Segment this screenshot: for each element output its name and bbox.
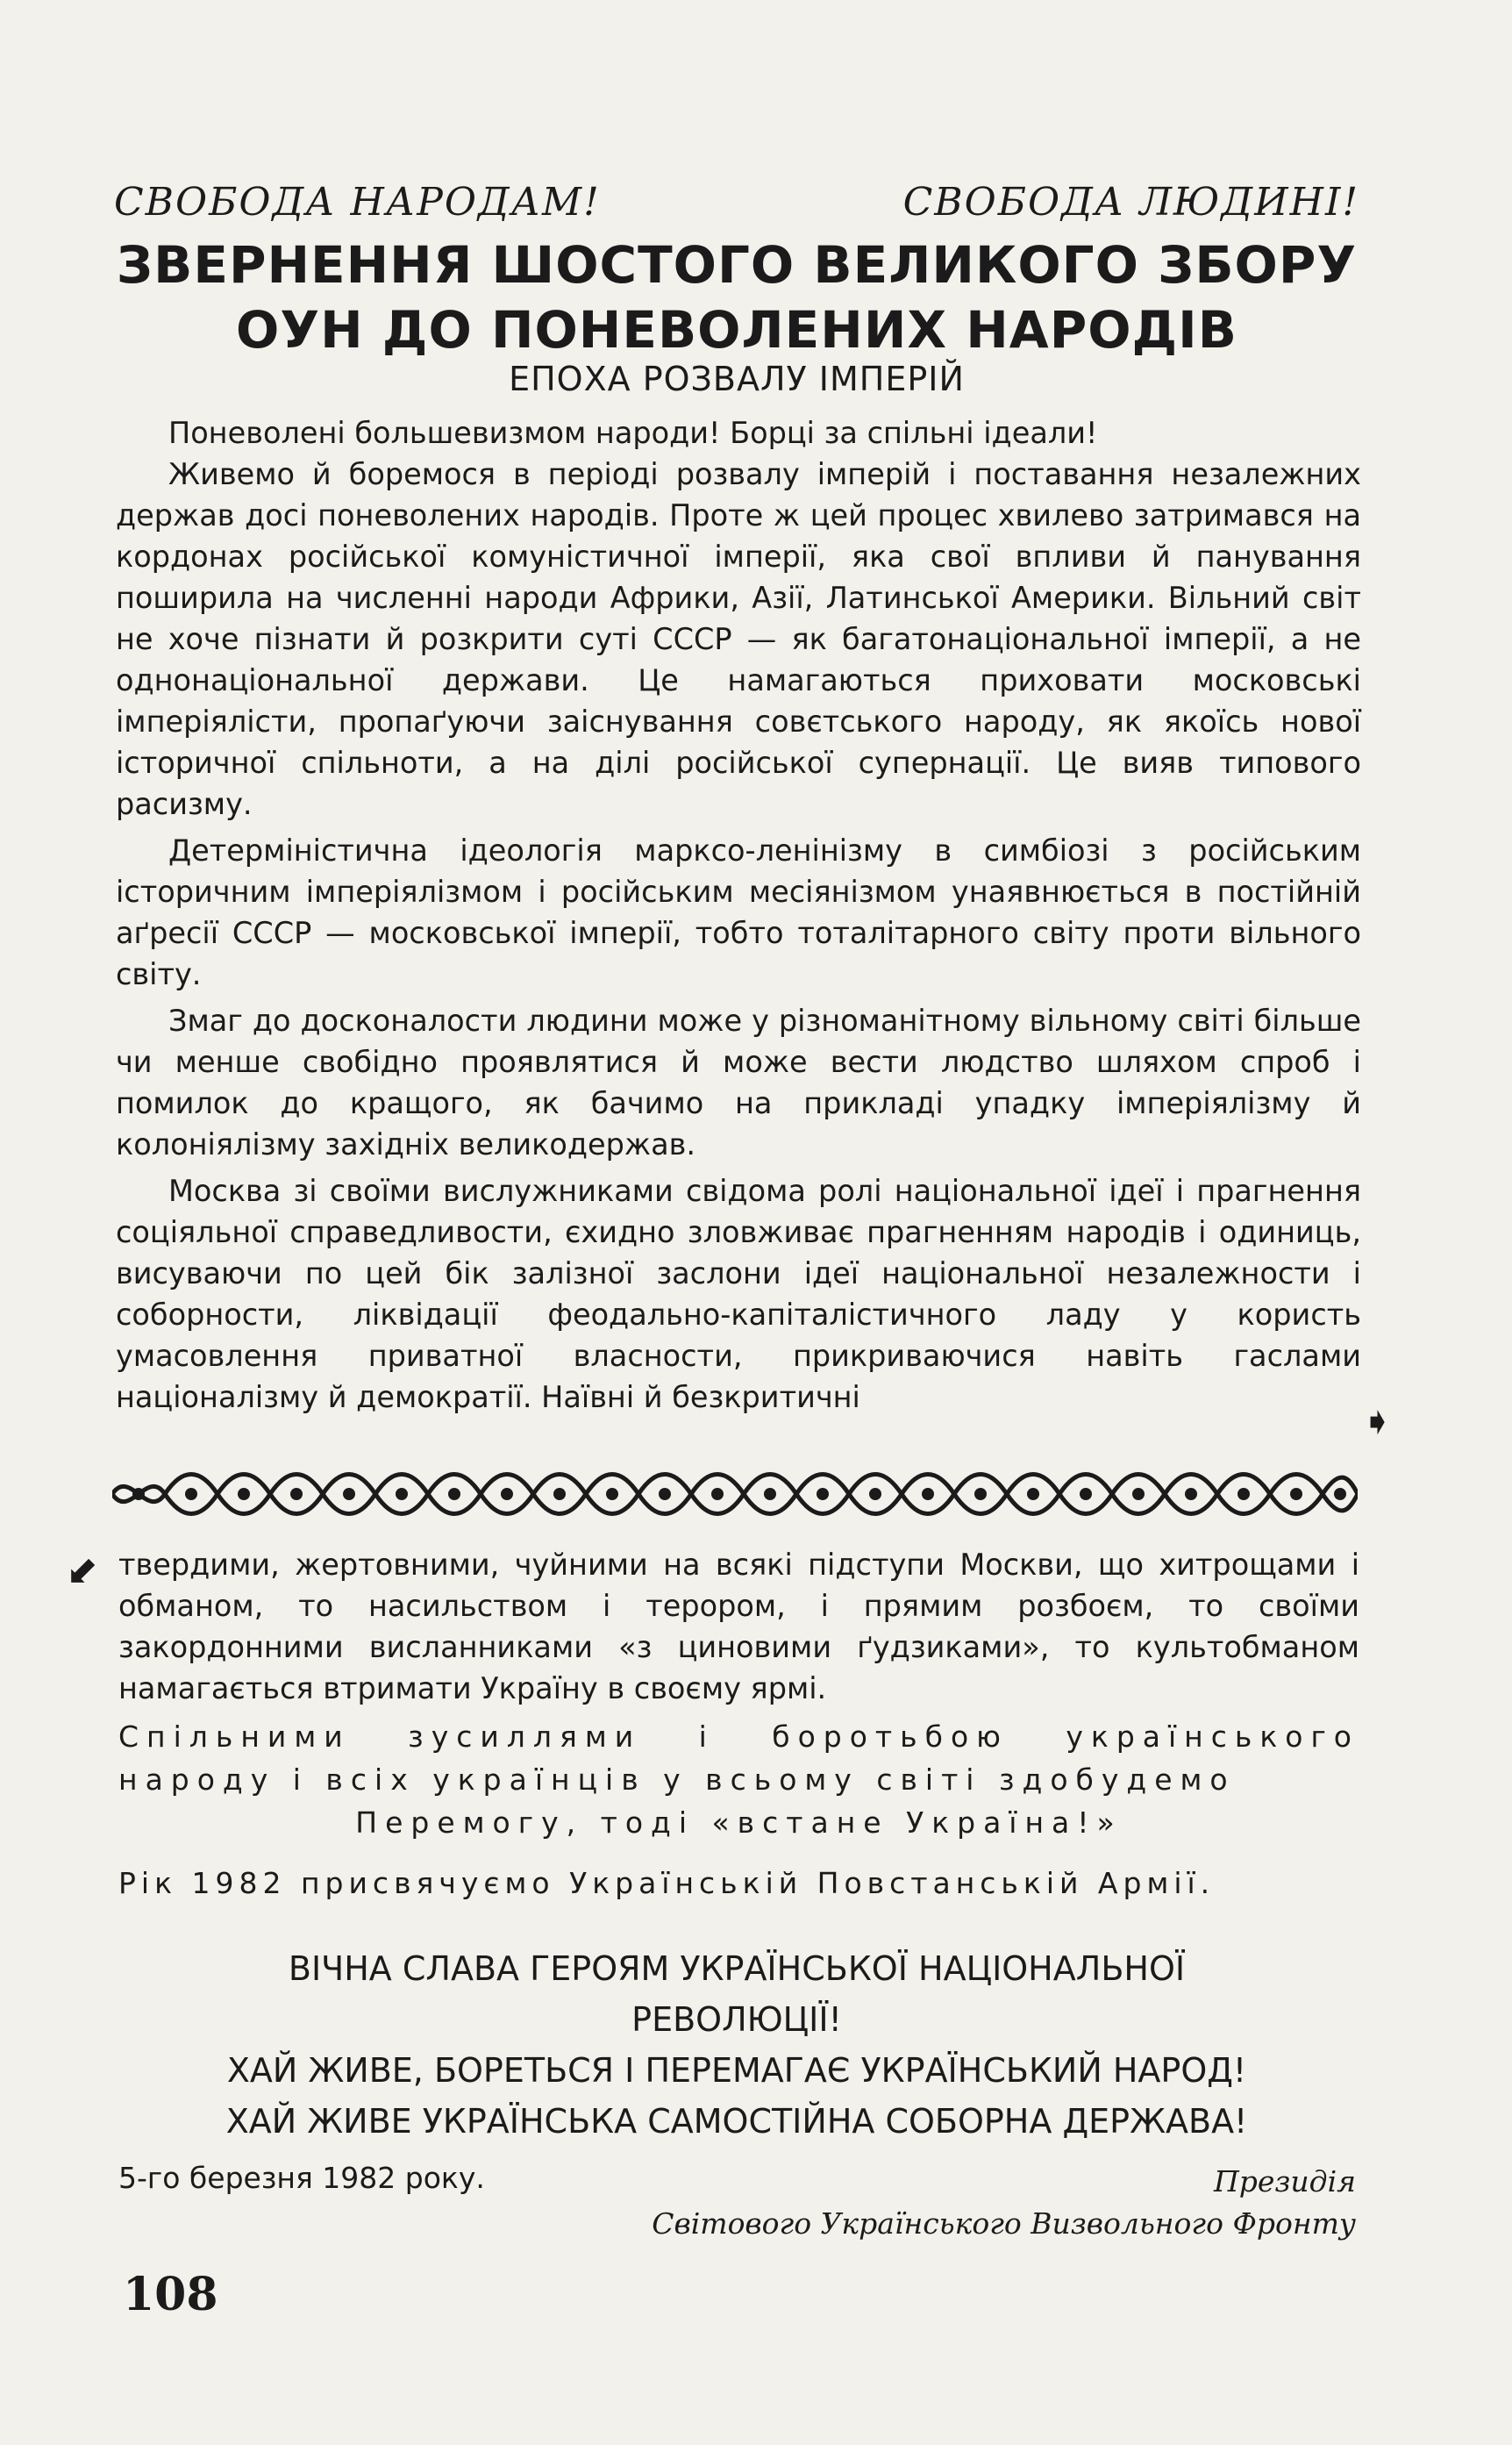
continuation-text [118, 1544, 1359, 1709]
signature-organization [652, 2161, 1356, 2245]
closing-line-2: Перемогу, тоді «встане Україна!» [355, 1805, 1123, 1840]
title-line-1: ЗВЕРНЕННЯ ШОСТОГО ВЕЛИКОГО ЗБОРУ [116, 235, 1358, 295]
arrow-right-icon: ➧ [1361, 1399, 1394, 1444]
dedication: Рік 1982 присвячуємо Українській Повстанській Армії. [118, 1866, 1216, 1900]
page-number: 108 [123, 2268, 218, 2321]
ornament-divider [112, 1463, 1358, 1525]
glory-line-3: ХАЙ ЖИВЕ, БОРЕТЬСЯ І ПЕРЕМАГАЄ УКРАЇНСЬКИЙ НАРОД! [226, 2051, 1247, 2090]
glory-line-1: ВІЧНА СЛАВА ГЕРОЯМ УКРАЇНСЬКОЇ НАЦІОНАЛЬНОЇ [288, 1949, 1186, 1988]
slogan-row [114, 180, 1359, 225]
paragraph-4: Москва зі своїми вислужниками свідома ролі національної ідеї і прагнення соціяльної справедливости, єхидно зловживає прагненням народів і одиниць, висуваючи по цей бік залізної заслони ідеї національної незалежности і соборности, ліквідації феодально-капіталістичного ладу у користь умасовлення приватної власности, прикриваючися навіть гаслами націоналізму й демократії. Наївні й безкритичні [116, 1174, 1361, 1414]
document-title [114, 232, 1359, 362]
document-subtitle: ЕПОХА РОЗВАЛУ ІМПЕРІЙ [509, 360, 965, 398]
body-text [116, 412, 1361, 1423]
signature-date: 5-го березня 1982 року. [118, 2161, 485, 2195]
paragraph-3: Змаг до досконалости людини може у різноманітному вільному світі більше чи менше свобідно проявлятися й може вести людство шляхом спроб і помилок до кращого, як бачимо на прикладі упадку імперіялізму й колоніялізму західніх великодержав. [116, 1004, 1361, 1162]
paragraph-1: Живемо й боремося в періоді розвалу імперій і поставання незалежних держав досі поневолених народів. Проте ж цей процес хвилево затримався на кордонах російської комуністичної імперії, яка свої впливи й панування поширила на численні народи Африки, Азії, Латинської Америки. Вільний світ не хоче пізнати й розкрити суті СССР — як багатонаціональної імперії, а не однонаціональної держави. Це намагаються приховати московські імперіялісти, пропаґуючи заіснування совєтського народу, як якоїсь нової історичної спільноти, а на ділі російської супернації. Це вияв типового расизму. [116, 457, 1361, 821]
closing-line-1: Спільними зусиллями і боротьбою українського народу і всіх українців у всьому світі здобудемо [118, 1719, 1359, 1797]
signature-org-line-2: Світового Українського Визвольного Фронту [652, 2206, 1356, 2241]
continuation-paragraph: твердими, жертовними, чуйними на всякі підступи Москви, що хитрощами і обманом, то насильством і терором, і прямим розбоєм, то своїми закордонними висланниками «з циновими ґудзиками», то культобманом намагається втримати Україну в своєму ярмі. [118, 1548, 1359, 1705]
paragraph-2: Детерміністична ідеологія марксо-ленінізму в симбіозі з російським історичним імперіялізмом і російським месіянізмом унаявнюється в постійній аґресії СССР — московської імперії, тобто тоталітарного світу проти вільного світу. [116, 833, 1361, 991]
greeting: Поневолені большевизмом народи! Борці за спільні ідеали! [168, 416, 1098, 450]
title-line-2: ОУН ДО ПОНЕВОЛЕНИХ НАРОДІВ [236, 300, 1237, 360]
slogan-left: СВОБОДА НАРОДАМ! [114, 180, 601, 225]
glory-line-4: ХАЙ ЖИВЕ УКРАЇНСЬКА САМОСТІЙНА СОБОРНА ДЕРЖАВА! [225, 2102, 1248, 2141]
glory-slogans [114, 1943, 1359, 2147]
slogan-right: СВОБОДА ЛЮДИНІ! [902, 180, 1359, 225]
arrow-down-left-icon: ⬋ [66, 1548, 98, 1593]
signature-org-line-1: Президія [1213, 2164, 1356, 2198]
glory-line-2: РЕВОЛЮЦІЇ! [631, 2000, 842, 2039]
closing-appeal [118, 1715, 1359, 1844]
